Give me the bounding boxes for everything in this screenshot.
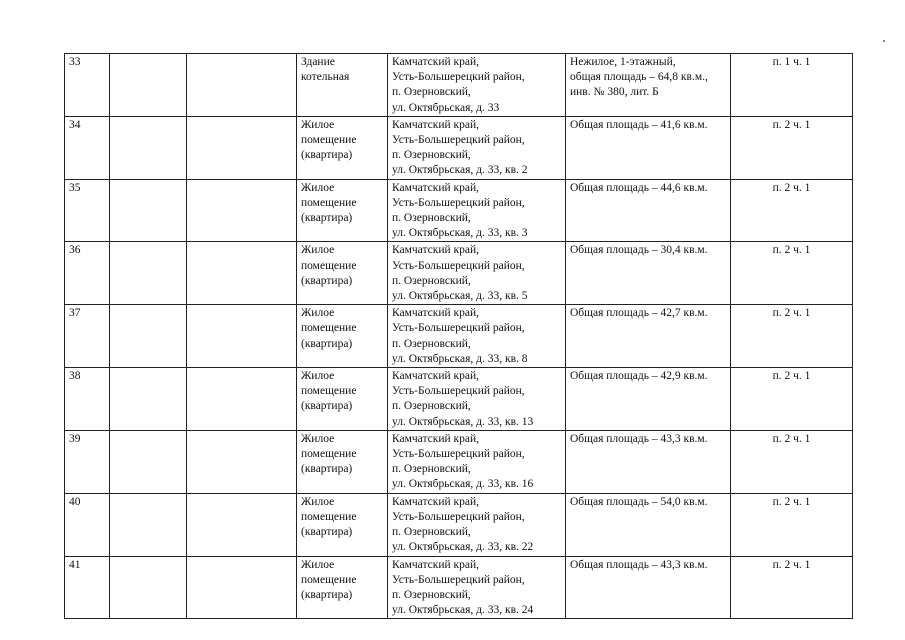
object-type [297,242,388,305]
object-address [388,305,566,368]
row-number: 40 [65,493,110,556]
address-line: ул. Октябрьская, д. 33, кв. 2 [392,164,528,177]
object-address [388,368,566,431]
object-type [297,556,388,619]
address-line: ул. Октябрьская, д. 33, кв. 16 [392,478,534,491]
object-characteristics [566,305,731,368]
empty-cell-b [187,54,297,117]
address-line: Усть-Большерецкий район, [392,71,525,84]
register-body [65,54,853,619]
object-type-line: помещение [301,259,357,272]
address-line: Камчатский край, [392,432,480,445]
address-line: п. Озерновский, [392,588,471,601]
address-line: п. Озерновский, [392,463,471,476]
object-type-line: Жилое [301,181,335,194]
address-line: Усть-Большерецкий район, [392,134,525,147]
row-number: 41 [65,556,110,619]
address-line: Усть-Большерецкий район, [392,573,525,586]
object-address [388,493,566,556]
empty-cell-b [187,242,297,305]
legal-basis: п. 2 ч. 1 [731,242,853,305]
object-address [388,116,566,179]
object-type-line: Жилое [301,370,335,383]
empty-cell-a [110,368,187,431]
empty-cell-a [110,179,187,242]
empty-cell-a [110,54,187,117]
object-type-line: котельная [301,71,350,84]
object-type [297,179,388,242]
address-line: Усть-Большерецкий район, [392,322,525,335]
row-number: 34 [65,116,110,179]
characteristics-line: Общая площадь – 30,4 кв.м. [570,244,708,257]
object-type-line: помещение [301,573,357,586]
object-type-line: помещение [301,385,357,398]
object-type-line: (квартира) [301,588,353,601]
characteristics-line: Общая площадь – 44,6 кв.м. [570,181,708,194]
empty-cell-a [110,242,187,305]
object-characteristics [566,242,731,305]
address-line: Камчатский край, [392,495,480,508]
table-row [65,305,853,368]
row-number: 36 [65,242,110,305]
row-number: 37 [65,305,110,368]
object-address [388,242,566,305]
object-type-line: Жилое [301,118,335,131]
empty-cell-b [187,430,297,493]
object-type-line: Жилое [301,307,335,320]
address-line: п. Озерновский, [392,274,471,287]
address-line: Усть-Большерецкий район, [392,259,525,272]
table-row [65,368,853,431]
object-type [297,116,388,179]
legal-basis: п. 2 ч. 1 [731,305,853,368]
object-characteristics [566,556,731,619]
object-address [388,556,566,619]
address-line: Камчатский край, [392,307,480,320]
address-line: Камчатский край, [392,181,480,194]
address-line: Усть-Большерецкий район, [392,448,525,461]
characteristics-line: Общая площадь – 42,7 кв.м. [570,307,708,320]
address-line: Камчатский край, [392,118,480,131]
object-type-line: Жилое [301,495,335,508]
address-line: Усть-Большерецкий район, [392,196,525,209]
empty-cell-a [110,493,187,556]
empty-cell-b [187,493,297,556]
object-type-line: (квартира) [301,337,353,350]
object-type-line: Жилое [301,432,335,445]
legal-basis: п. 2 ч. 1 [731,116,853,179]
table-row [65,556,853,619]
object-type-line: (квартира) [301,463,353,476]
row-number: 33 [65,54,110,117]
characteristics-line: Общая площадь – 43,3 кв.м. [570,558,708,571]
empty-cell-b [187,556,297,619]
empty-cell-b [187,116,297,179]
address-line: Камчатский край, [392,370,480,383]
characteristics-line: общая площадь – 64,8 кв.м., [570,71,708,84]
address-line: ул. Октябрьская, д. 33 [392,101,500,114]
address-line: п. Озерновский, [392,86,471,99]
empty-cell-a [110,305,187,368]
address-line: Усть-Большерецкий район, [392,510,525,523]
characteristics-line: Общая площадь – 42,9 кв.м. [570,370,708,383]
row-number: 35 [65,179,110,242]
object-characteristics [566,368,731,431]
object-type-line: помещение [301,448,357,461]
address-line: п. Озерновский, [392,337,471,350]
object-type-line: помещение [301,134,357,147]
address-line: ул. Октябрьская, д. 33, кв. 8 [392,352,528,365]
legal-basis: п. 2 ч. 1 [731,179,853,242]
object-type [297,305,388,368]
object-type [297,54,388,117]
object-characteristics [566,116,731,179]
empty-cell-a [110,430,187,493]
table-row [65,179,853,242]
address-line: п. Озерновский, [392,149,471,162]
empty-cell-b [187,305,297,368]
object-address [388,430,566,493]
object-type-line: Жилое [301,244,335,257]
address-line: Камчатский край, [392,558,480,571]
address-line: п. Озерновский, [392,400,471,413]
address-line: ул. Октябрьская, д. 33, кв. 13 [392,415,534,428]
address-line: ул. Октябрьская, д. 33, кв. 22 [392,541,534,554]
property-register-table [64,53,853,619]
object-type-line: помещение [301,196,357,209]
object-type [297,430,388,493]
object-type [297,493,388,556]
empty-cell-b [187,368,297,431]
address-line: п. Озерновский, [392,526,471,539]
table-row [65,430,853,493]
address-line: ул. Октябрьская, д. 33, кв. 24 [392,604,534,617]
object-address [388,179,566,242]
characteristics-line: Общая площадь – 43,3 кв.м. [570,432,708,445]
empty-cell-a [110,116,187,179]
object-type-line: (квартира) [301,149,353,162]
address-line: Камчатский край, [392,244,480,257]
scan-speck [883,40,885,42]
object-type-line: помещение [301,322,357,335]
legal-basis: п. 2 ч. 1 [731,368,853,431]
table-row [65,54,853,117]
characteristics-line: Общая площадь – 41,6 кв.м. [570,118,708,131]
address-line: ул. Октябрьская, д. 33, кв. 3 [392,227,528,240]
object-characteristics [566,179,731,242]
object-characteristics [566,493,731,556]
legal-basis: п. 2 ч. 1 [731,493,853,556]
object-characteristics [566,430,731,493]
characteristics-line: Нежилое, 1-этажный, [570,56,676,68]
address-line: п. Озерновский, [392,212,471,225]
address-line: ул. Октябрьская, д. 33, кв. 5 [392,290,528,303]
object-type-line: (квартира) [301,274,353,287]
object-type-line: (квартира) [301,400,353,413]
empty-cell-a [110,556,187,619]
address-line: Усть-Большерецкий район, [392,385,525,398]
object-type-line: Жилое [301,558,335,571]
object-characteristics [566,54,731,117]
empty-cell-b [187,179,297,242]
characteristics-line: Общая площадь – 54,0 кв.м. [570,495,708,508]
legal-basis: п. 2 ч. 1 [731,430,853,493]
address-line: Камчатский край, [392,56,480,68]
table-row [65,116,853,179]
object-type-line: Здание [301,56,335,68]
object-address [388,54,566,117]
characteristics-line: инв. № 380, лит. Б [570,86,659,99]
table-row [65,493,853,556]
object-type-line: (квартира) [301,212,353,225]
object-type-line: помещение [301,510,357,523]
legal-basis: п. 2 ч. 1 [731,556,853,619]
legal-basis: п. 1 ч. 1 [731,54,853,117]
row-number: 39 [65,430,110,493]
row-number: 38 [65,368,110,431]
object-type [297,368,388,431]
object-type-line: (квартира) [301,526,353,539]
table-row [65,242,853,305]
